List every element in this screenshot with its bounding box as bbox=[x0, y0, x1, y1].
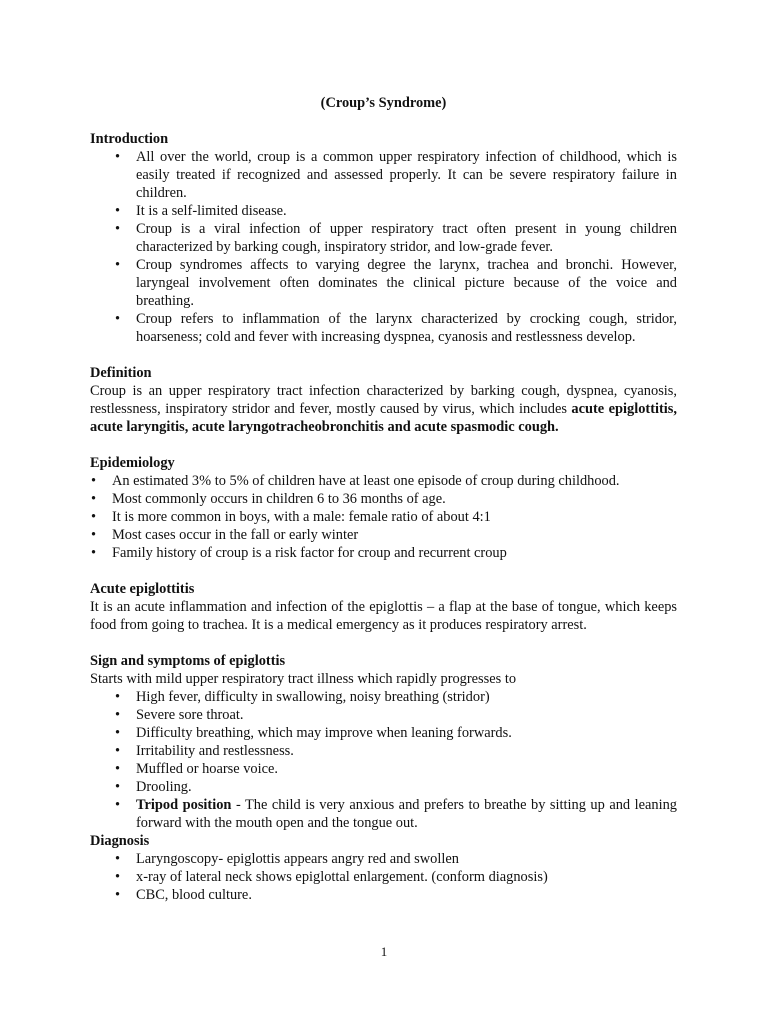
list-item: • Family history of croup is a risk factor for croup and recurrent croup bbox=[90, 544, 677, 562]
diagnosis-section bbox=[90, 832, 677, 904]
introduction-list bbox=[90, 148, 677, 346]
list-item: • Croup syndromes affects to varying degree the larynx, trachea and bronchi. However, laryngeal involvement often dominates the clinical picture because of the voice and breathing. bbox=[90, 256, 677, 310]
introduction-section bbox=[90, 130, 677, 346]
acute-epiglottitis-section bbox=[90, 580, 677, 634]
definition-body: Croup is an upper respiratory tract infection characterized by barking cough, dyspnea, cyanosis, restlessness, inspiratory stridor and fever, mostly caused by virus, which includes bbox=[90, 383, 677, 417]
list-item: • Laryngoscopy- epiglottis appears angry red and swollen bbox=[90, 850, 677, 868]
document-body bbox=[90, 94, 677, 904]
acute-epiglottitis-heading: Acute epiglottitis bbox=[90, 581, 195, 597]
page-number: 1 bbox=[380, 944, 388, 959]
list-item: • x-ray of lateral neck shows epiglottal enlargement. (conform diagnosis) bbox=[90, 868, 677, 886]
list-item: • Most cases occur in the fall or early winter bbox=[90, 526, 677, 544]
introduction-heading: Introduction bbox=[90, 131, 169, 147]
list-item: • Severe sore throat. bbox=[90, 706, 677, 724]
epidemiology-section bbox=[90, 454, 677, 562]
list-item: • Drooling. bbox=[90, 778, 677, 796]
signs-intro: Starts with mild upper respiratory tract illness which rapidly progresses to bbox=[90, 671, 517, 687]
epidemiology-heading: Epidemiology bbox=[90, 455, 175, 471]
list-item: • Irritability and restlessness. bbox=[90, 742, 677, 760]
signs-heading: Sign and symptoms of epiglottis bbox=[90, 653, 286, 669]
list-item: • An estimated 3% to 5% of children have at least one episode of croup during childhood. bbox=[90, 472, 677, 490]
list-item: • All over the world, croup is a common upper respiratory infection of childhood, which is easily treated if recognized and assessed properly. It can be severe respiratory failure in children. bbox=[90, 148, 677, 202]
signs-section bbox=[90, 652, 677, 832]
definition-bold-terms: acute epiglottitis, acute laryngitis, acute laryngotracheobronchitis and acute spasmodic cough. bbox=[90, 401, 677, 435]
tripod-text: - The child is very anxious and prefers to breathe by sitting up and leaning forward with the mouth open and the tongue out. bbox=[136, 797, 677, 831]
definition-heading: Definition bbox=[90, 365, 152, 381]
list-item: • It is more common in boys, with a male: female ratio of about 4:1 bbox=[90, 508, 677, 526]
diagnosis-list bbox=[90, 850, 677, 904]
list-item: • Croup refers to inflammation of the larynx characterized by crocking cough, stridor, hoarseness; cold and fever with increasing dyspnea, cyanosis and restlessness develop. bbox=[90, 310, 677, 346]
list-item: • Croup is a viral infection of upper respiratory tract often present in young children characterized by barking cough, inspiratory stridor, and low-grade fever. bbox=[90, 220, 677, 256]
list-item: • Difficulty breathing, which may improve when leaning forwards. bbox=[90, 724, 677, 742]
acute-epiglottitis-text: It is an acute inflammation and infection of the epiglottis – a flap at the base of tongue, which keeps food from going to trachea. It is a medical emergency as it produces respiratory arrest. bbox=[90, 599, 677, 633]
diagnosis-heading: Diagnosis bbox=[90, 833, 150, 849]
list-item: • Most commonly occurs in children 6 to 36 months of age. bbox=[90, 490, 677, 508]
list-item: • Muffled or hoarse voice. bbox=[90, 760, 677, 778]
epidemiology-list bbox=[90, 472, 677, 562]
definition-section bbox=[90, 364, 677, 436]
tripod-label: Tripod position bbox=[136, 797, 232, 813]
list-item: • CBC, blood culture. bbox=[90, 886, 677, 904]
document-title: (Croup’s Syndrome) bbox=[320, 95, 447, 111]
list-item: • High fever, difficulty in swallowing, noisy breathing (stridor) bbox=[90, 688, 677, 706]
signs-list bbox=[90, 688, 677, 832]
list-item: • It is a self-limited disease. bbox=[90, 202, 677, 220]
list-item-tripod bbox=[90, 796, 677, 832]
definition-text bbox=[90, 382, 677, 436]
